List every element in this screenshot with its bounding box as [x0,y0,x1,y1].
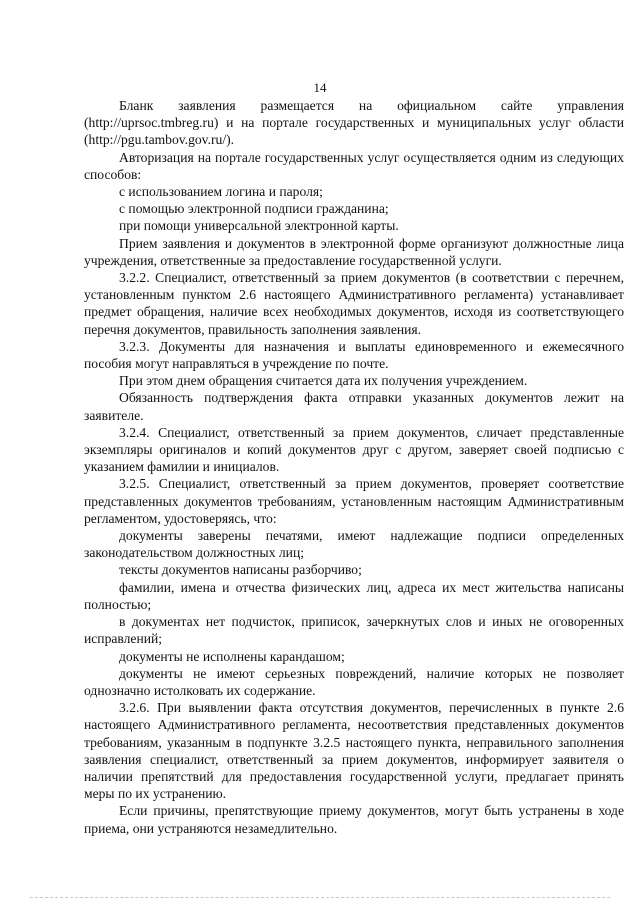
list-item: в документах нет подчисток, приписок, зачеркнутых слов и иных не оговоренных исправлений; [84,614,624,647]
paragraph: Бланк заявления размещается на официальном сайте управления (http://uprsoc.tmbreg.ru) и на портале государственных и муниципальных услуг области (http://pgu.tambov.gov.ru/). [84,98,624,148]
document-body [84,97,624,837]
list-item: при помощи универсальной электронной карты. [119,218,399,234]
paragraph: При этом днем обращения считается дата их получения учреждением. [119,373,528,389]
list-item: документы заверены печатями, имеют надлежащие подписи определенных законодательством должностных лиц; [84,528,624,561]
list-item: с помощью электронной подписи гражданина; [119,201,389,217]
paragraph: 3.2.2. Специалист, ответственный за прием документов (в соответствии с перечнем, установленным пунктом 2.6 настоящего Административного регламента) устанавливает предмет обращения, наличие всех необходимых документов, исходя из соответствующего перечня документов, правильность заполнения заявления. [84,270,624,337]
list-item: фамилии, имена и отчества физических лиц, адреса их мест жительства написаны полностью; [84,579,624,612]
scan-edge-artifact [30,897,610,901]
paragraph: Авторизация на портале государственных услуг осуществляется одним из следующих способов: [84,149,624,182]
paragraph: Если причины, препятствующие приему документов, могут быть устранены в ходе приема, они устраняются незамедлительно. [84,803,624,836]
paragraph: 3.2.3. Документы для назначения и выплаты единовременного и ежемесячного пособия могут направляться в учреждение по почте. [84,338,624,372]
paragraph: Обязанность подтверждения факта отправки указанных документов лежит на заявителе. [84,390,624,423]
list-item: документы не исполнены карандашом; [119,648,345,664]
list-item: документы не имеют серьезных повреждений, наличие которых не позволяет однозначно истолковать их содержание. [84,665,624,698]
paragraph: Прием заявления и документов в электронной форме организуют должностные лица учреждения, ответственные за предоставление государственной услуги. [84,235,624,268]
paragraph: 3.2.5. Специалист, ответственный за прием документов, проверяет соответствие представленных документов требованиям, установленным настоящим Административным регламентом, удостоверяясь, что: [84,476,624,526]
paragraph: 3.2.6. При выявлении факта отсутствия документов, перечисленных в пункте 2.6 настоящего Административного регламента, несоответствия представленных документов требованиям, указанным в подпункте 3.2.5 настоящего пункта, неправильного заполнения заявления специалист, ответственный за прием документов, информирует заявителя о наличии препятствий для предоставления государственной услуги, предлагает принять меры по их устранению. [84,700,624,802]
list-item: с использованием логина и пароля; [119,184,323,200]
page-number: 14 [313,80,327,95]
list-item: тексты документов написаны разборчиво; [119,562,362,578]
paragraph: 3.2.4. Специалист, ответственный за прием документов, сличает представленные экземпляры оригиналов и копий документов друг с другом, заверяет своей подписью с указанием фамилии и инициалов. [84,424,624,475]
